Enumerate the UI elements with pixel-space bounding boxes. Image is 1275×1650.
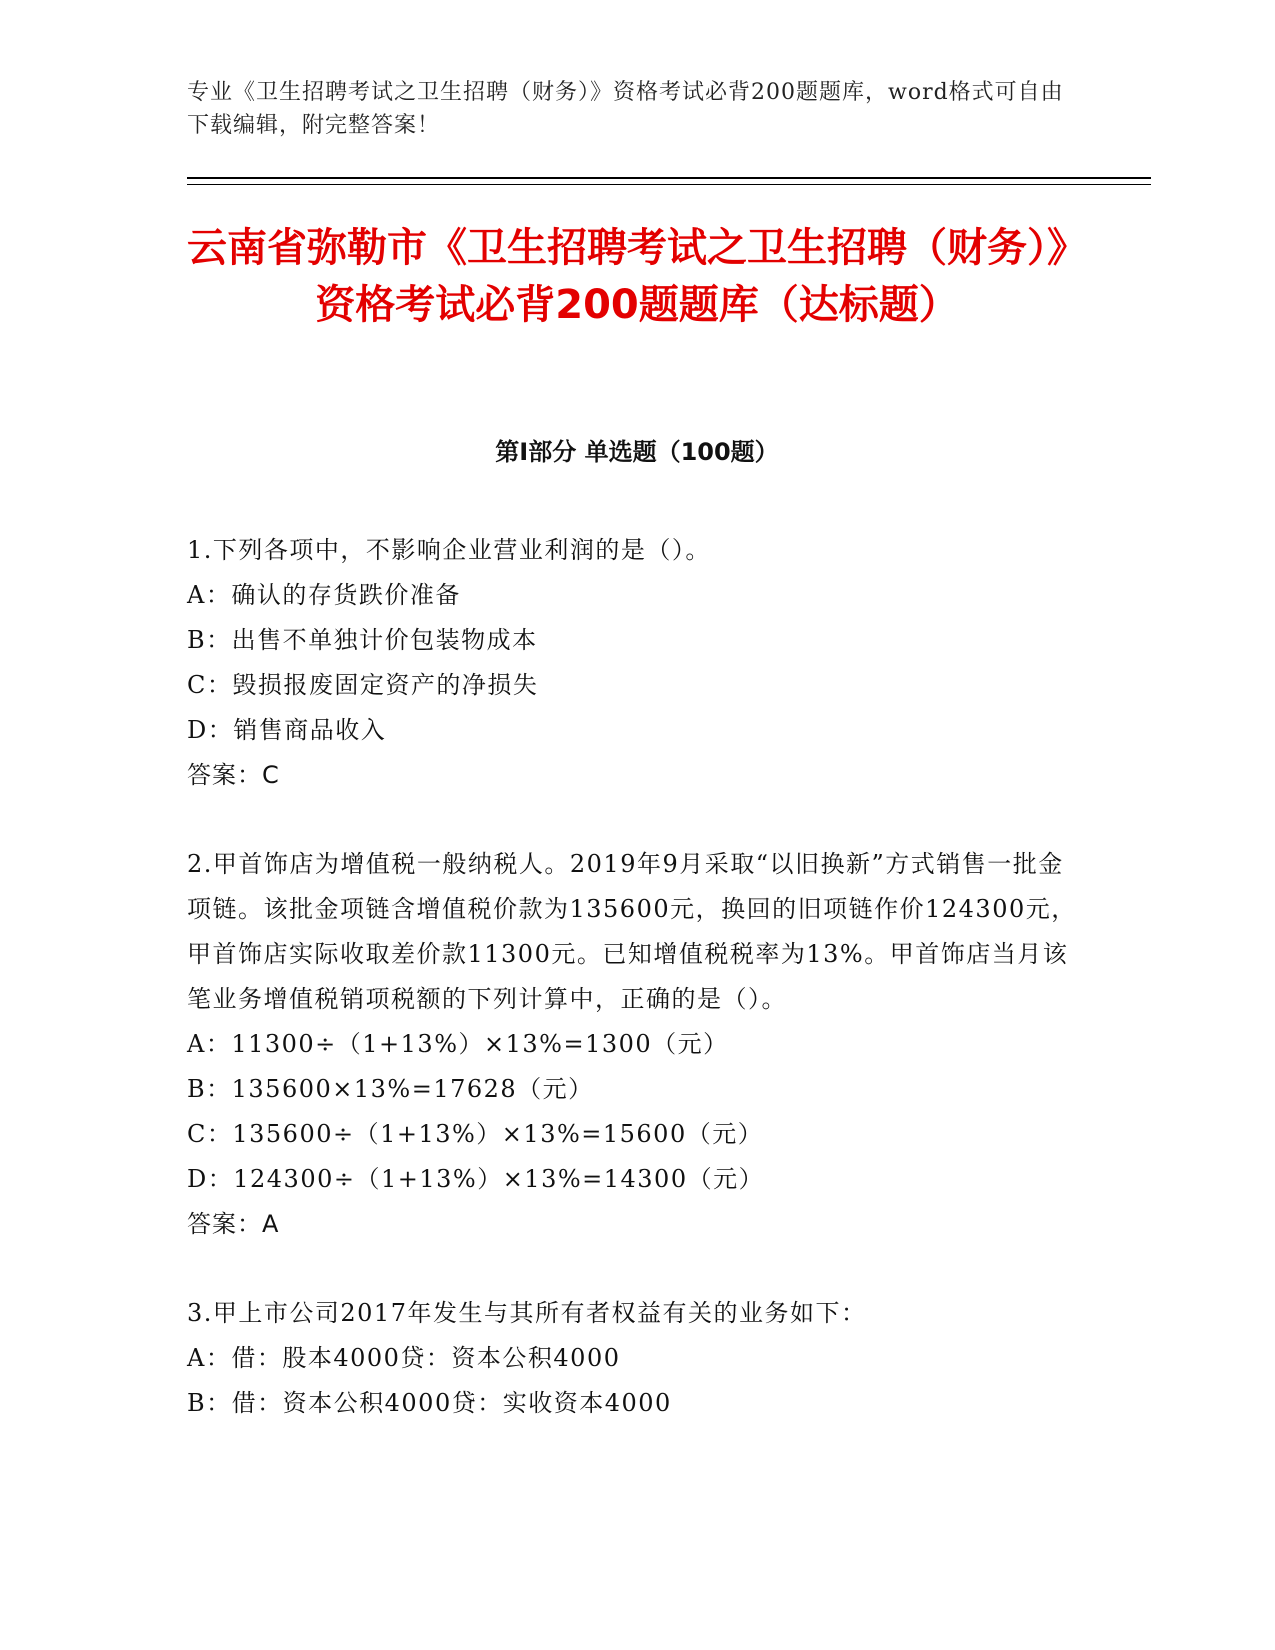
option-b: B：出售不单独计价包装物成本 <box>187 626 538 654</box>
question-2 <box>187 842 1087 1247</box>
document-title: 云南省弥勒市《卫生招聘考试之卫生招聘（财务）》资格考试必背200题题库（达标题） <box>187 225 1087 328</box>
question-stem: 1.下列各项中，不影响企业营业利润的是（）。 <box>187 536 711 564</box>
option-c: C：毁损报废固定资产的净损失 <box>187 671 539 699</box>
option-b: B：借：资本公积4000贷：实收资本4000 <box>187 1389 672 1417</box>
option-c: C：135600÷（1+13%）×13%=15600（元） <box>187 1120 764 1148</box>
option-b: B：135600×13%=17628（元） <box>187 1075 594 1103</box>
question-stem: 2.甲首饰店为增值税一般纳税人。2019年9月采取“以旧换新”方式销售一批金项链。该批金项链含增值税价款为135600元，换回的旧项链作价124300元，甲首饰店实际收取差价款11300元。已知增值税税率为13%。甲首饰店当月该笔业务增值税销项税额的下列计算中，正确的是（）。 <box>187 850 1077 1013</box>
answer: 答案：C <box>187 761 280 789</box>
section-title: 第Ⅰ部分 单选题（100题） <box>495 438 779 466</box>
option-d: D：124300÷（1+13%）×13%=14300（元） <box>187 1165 765 1193</box>
answer: 答案：A <box>187 1210 280 1238</box>
question-stem: 3.甲上市公司2017年发生与其所有者权益有关的业务如下： <box>187 1299 867 1327</box>
option-a: A：11300÷（1+13%）×13%=1300（元） <box>187 1030 729 1058</box>
option-a: A：借：股本4000贷：资本公积4000 <box>187 1344 621 1372</box>
question-3 <box>187 1291 1087 1426</box>
option-d: D：销售商品收入 <box>187 716 387 744</box>
question-1 <box>187 528 1087 798</box>
option-a: A：确认的存货跌价准备 <box>187 581 461 609</box>
question-list <box>187 528 1087 1470</box>
header-divider-thin <box>187 184 1151 185</box>
header-note: 专业《卫生招聘考试之卫生招聘（财务）》资格考试必背200题题库，word格式可自由下载编辑，附完整答案！ <box>187 80 1064 138</box>
header-divider-thick <box>187 177 1151 179</box>
